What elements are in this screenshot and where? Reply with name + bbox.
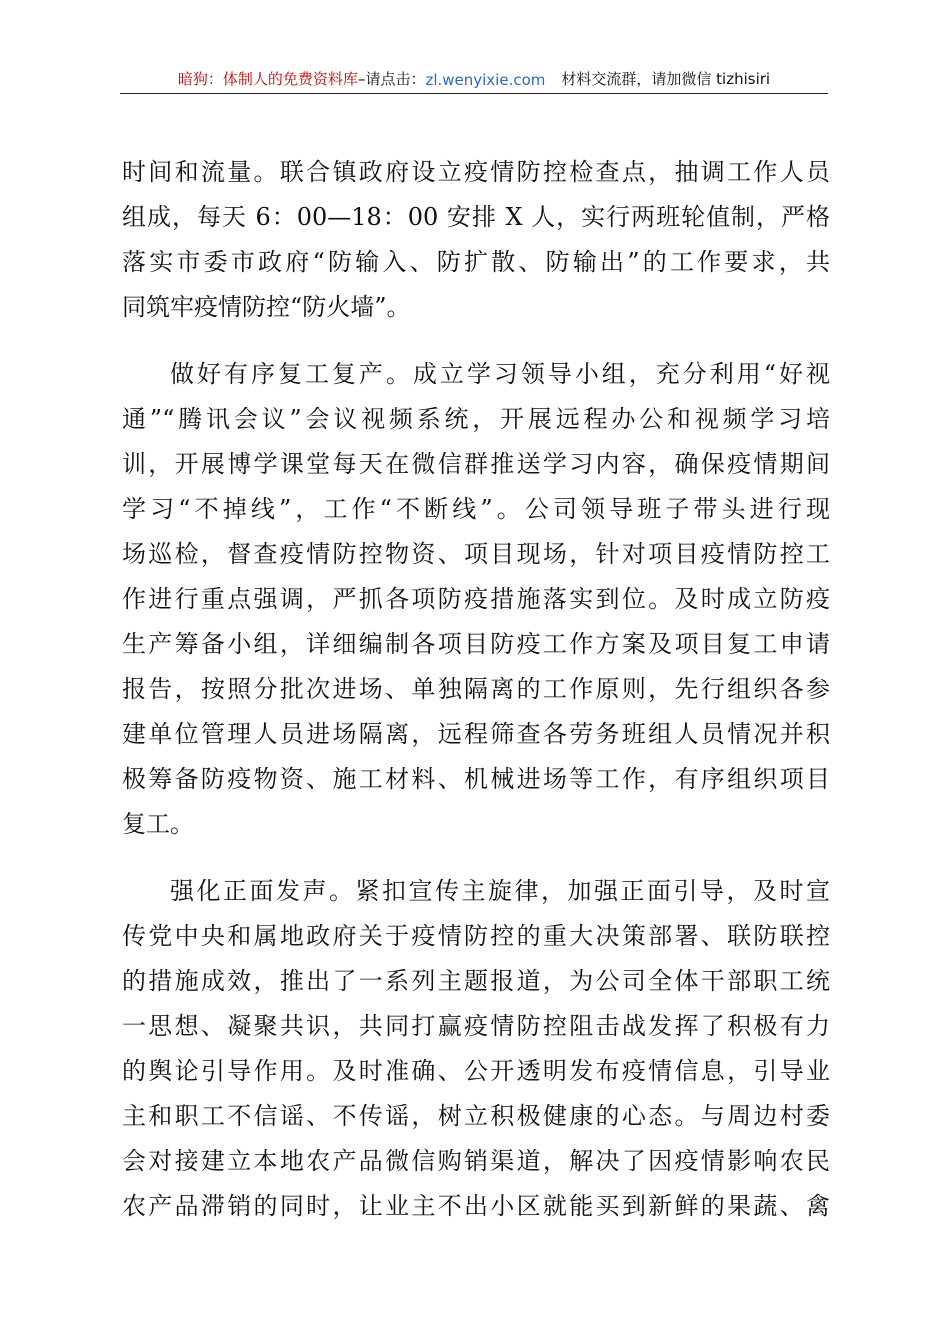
text-line: 主和职工不信谣、不传谣，树立积极健康的心态。与周边村委 — [122, 1102, 830, 1130]
text-line: 组成，每天 6：00—18：00 安排 X 人，实行两班轮值制，严格 — [122, 203, 830, 231]
text-line: 复工。 — [122, 810, 194, 838]
text-line: 极筹备防疫物资、施工材料、机械进场等工作，有序组织项目 — [122, 765, 830, 793]
text-line: 建单位管理人员进场隔离，远程筛查各劳务班组人员情况并积 — [122, 720, 830, 748]
text-line: 会对接建立本地农产品微信购销渠道，解决了因疫情影响农民 — [122, 1147, 830, 1175]
text-line: 农产品滞销的同时，让业主不出小区就能买到新鲜的果蔬、禽 — [122, 1192, 830, 1220]
text-line: 作进行重点强调，严抓各项防疫措施落实到位。及时成立防疫 — [122, 585, 830, 613]
text-line: 生产筹备小组，详细编制各项目防疫工作方案及项目复工申请 — [122, 630, 830, 658]
header-site-name: 暗狗：体制人的免费资料库 — [177, 70, 358, 88]
text-line: 通”“腾讯会议”会议视频系统，开展远程办公和视频学习培 — [122, 405, 830, 433]
paragraph-2 — [122, 352, 830, 847]
text-line: 强化正面发声。紧扣宣传主旋律，加强正面引导，及时宣 — [170, 877, 830, 905]
text-line: 传党中央和属地政府关于疫情防控的重大决策部署、联防联控 — [122, 922, 830, 950]
document-body — [122, 150, 830, 1251]
text-line: 学习“不掉线”，工作“不断线”。公司领导班子带头进行现 — [122, 495, 830, 523]
header-url-link[interactable]: zl.wenyixie.com — [425, 71, 546, 89]
text-line: 一思想、凝聚共识，共同打赢疫情防控阻击战发挥了积极有力 — [122, 1012, 830, 1040]
text-line: 的措施成效，推出了一系列主题报道，为公司全体干部职工统 — [122, 967, 830, 995]
text-line: 落实市委市政府“防输入、防扩散、防输出”的工作要求，共 — [122, 248, 830, 276]
text-line: 训，开展博学课堂每天在微信群推送学习内容，确保疫情期间 — [122, 450, 830, 478]
paragraph-1 — [122, 150, 830, 330]
text-line: 同筑牢疫情防控“防火墙”。 — [122, 293, 411, 321]
header-group-note: 材料交流群，请加微信 tizhisiri — [561, 70, 771, 88]
text-line: 场巡检，督查疫情防控物资、项目现场，针对项目疫情防控工 — [122, 540, 830, 568]
paragraph-3 — [122, 869, 830, 1229]
header-click-prompt: –请点击： — [357, 70, 426, 88]
text-line: 时间和流量。联合镇政府设立疫情防控检查点，抽调工作人员 — [122, 158, 830, 186]
page-header — [120, 68, 828, 94]
text-line: 的舆论引导作用。及时准确、公开透明发布疫情信息，引导业 — [122, 1057, 830, 1085]
text-line: 做好有序复工复产。成立学习领导小组，充分利用“好视 — [170, 360, 830, 388]
text-line: 报告，按照分批次进场、单独隔离的工作原则，先行组织各参 — [122, 675, 830, 703]
